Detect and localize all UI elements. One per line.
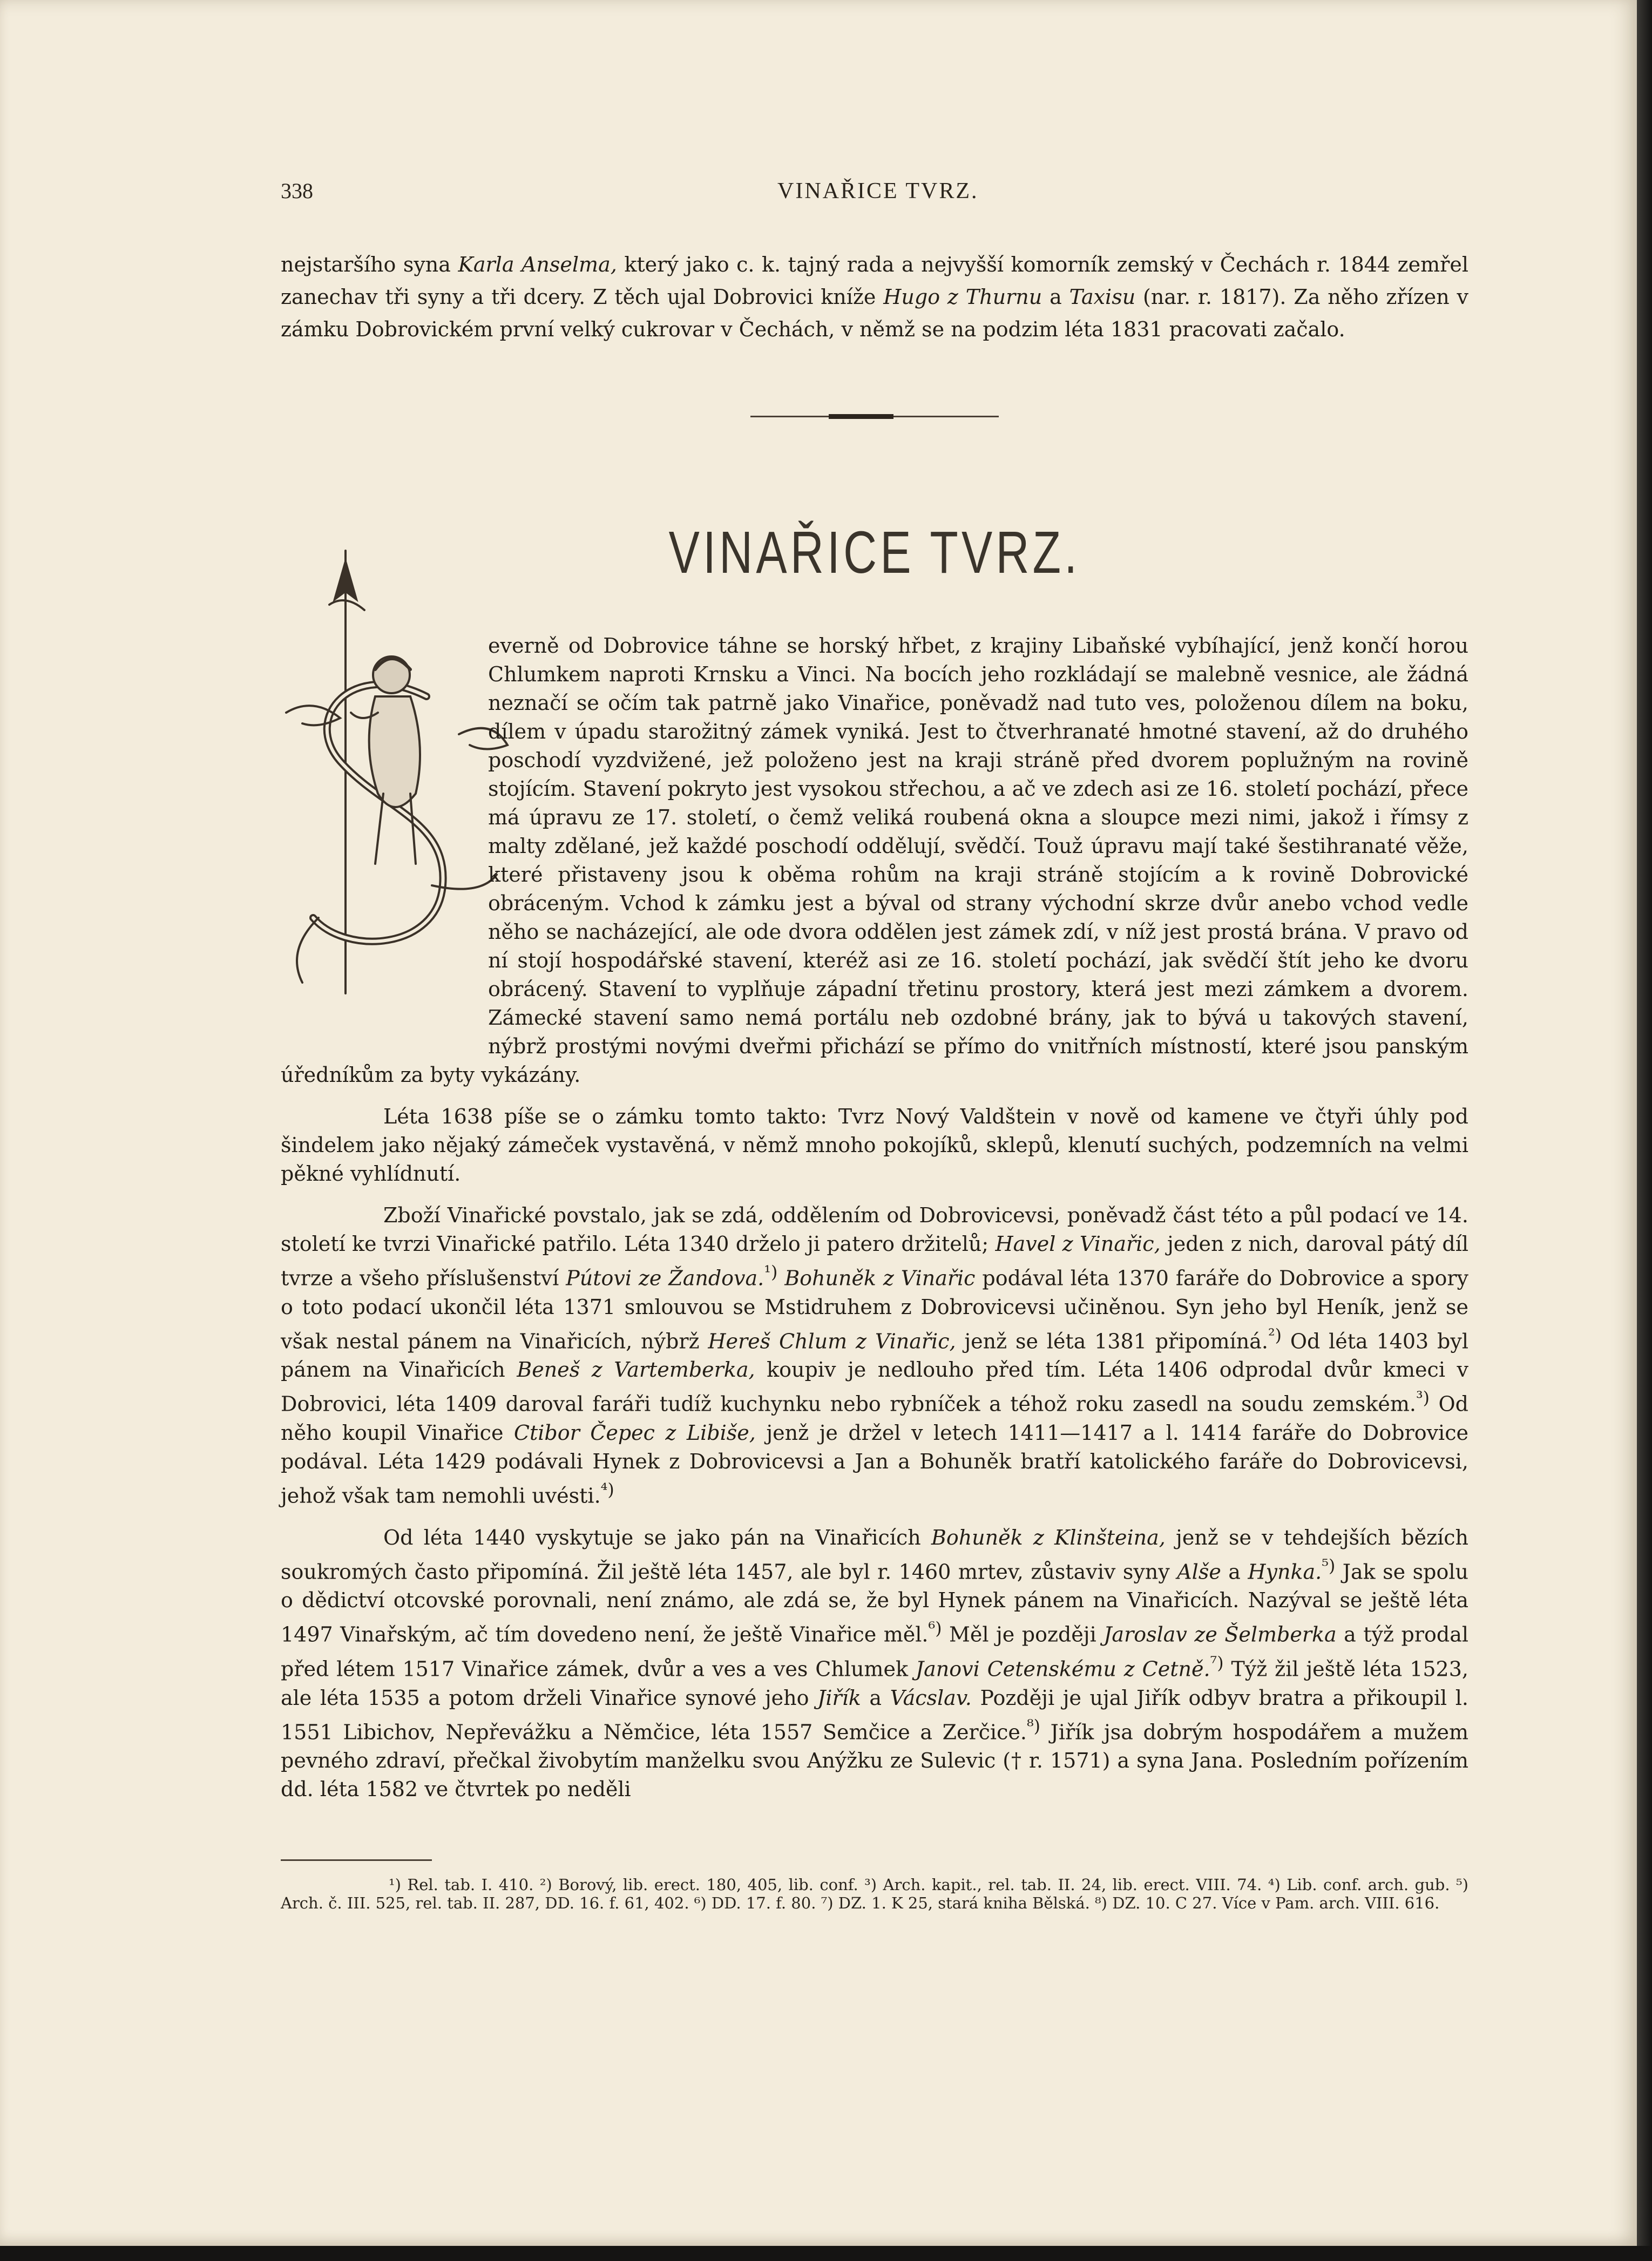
person-name: Hynka. [1248, 1560, 1322, 1584]
paragraph-3 [281, 1201, 1468, 1511]
person-name: Hereš Chlum z Vinařic, [708, 1329, 956, 1353]
text-run: a [1042, 285, 1069, 309]
person-name: Ctibor Čepec z Libiše, [513, 1420, 756, 1445]
person-name: Bohuněk z Vinařic [784, 1266, 976, 1290]
page-edge-right [1637, 0, 1652, 2261]
footnote-ref[interactable]: ²) [1268, 1325, 1282, 1345]
text-run: Od léta 1403 byl pánem na Vinařicích [281, 1329, 1468, 1382]
text-run: Od léta 1440 vyskytuje se jako pán na Vinařicích [383, 1525, 931, 1549]
text-run: Jak se spolu o dědictví otcovské porovnali, není známo, ale zdá se, že byl Hynek pánem na Vinařicích. Nazýval se ještě léta 1497 Vinařským, ač tím dovedeno není, že ještě Vinařice měl. [281, 1560, 1468, 1647]
text-run: koupiv je nedlouho před tím. Léta 1406 odprodal dvůr kmeci v Dobrovici, léta 1409 daroval faráři tudíž kuchynku nebo rybníček a téhož roku zasedl na soudu zemském. [281, 1358, 1468, 1416]
footnote-ref[interactable]: ⁵) [1322, 1556, 1336, 1576]
main-text [281, 632, 1468, 1817]
section-divider-center [829, 414, 893, 419]
text-run: everně od Dobrovice táhne se horský hřbet, z krajiny Libaňské vybíhající, jenž končí horou Chlumkem naproti Krnsku a Vinci. Na bocích jeho rozkládají se malebně vesnice, ale žádná neznačí se očím tak patrně jako Vinařice, poněvadž nad tuto ves, položenou dílem na boku, dílem v úpadu starožitný zámek vyniká. Jest to čtverhranaté hmotné stavení, až do druhého poschodí vyzdvižené, jež položeno jest na kraji stráně před dvorem poplužným na rovině stojícím. Stavení pokryto jest vysokou střechou, a ač ve zdech asi ze 16. století pochází, přece má úpravu ze 17. století, o čemž veliká roubená okna a sloupce mezi nimi, jakož i římsy z malty zdělané, jež každé poschodí oddělují, svědčí. Touž úpravu mají také šestihranaté věže, které přistaveny jsou k oběma rohům na kraji stráně stojícím a k rovině Dobrovické obráceným. Vchod k zámku jest a býval od strany východní skrze dvůr anebo vchod vedle něho se nacházející, ale ode dvora oddělen jest zámek zdí, v níž jest prostá brána. V pravo od ní stojí hospodářské stavení, kteréž asi ze 16. století pochází, jak svědčí štít jeho ke dvoru obrácený. Stavení to vyplňuje západní třetinu prostory, která jest mezi zámkem a dvorem. Zámecké stavení samo nemá portálu neb ozdobné brány, jak to bývá u takových stavení, nýbrž prostými novými dveřmi přichází se přímo do vnitřních místností, které jsou panským úředníkům za byty vykázány. [281, 634, 1468, 1087]
running-title: VINAŘICE TVRZ. [777, 179, 979, 204]
person-name: Alše [1177, 1560, 1221, 1584]
text-run: jenž se léta 1381 připomíná. [956, 1329, 1268, 1353]
paragraph-2: Léta 1638 píše se o zámku tomto takto: Tvrz Nový Valdštein v nově od kamene ve čtyři úhly pod šindelem jako nějaký zámeček vystavěná, v němž mnoho pokojíků, sklepů, klenutí suchých, podzemních na velmi pěkné vyhlídnutí. [281, 1105, 1468, 1186]
person-name: Karla Anselma, [458, 253, 617, 276]
text-run: a týž prodal před létem 1517 Vinařice zámek, dvůr a ves a ves Chlumek [281, 1622, 1468, 1681]
person-name: Beneš z Vartemberka, [517, 1358, 755, 1382]
text-run: jenž je držel v letech 1411—1417 a l. 1414 faráře do Dobrovice podával. Léta 1429 podávali Hynek z Dobrovicevsi a Jan a Bohuněk bratří katolického faráře do Dobrovicevsi, jehož však tam nemohli uvésti. [281, 1420, 1468, 1508]
person-name: Havel z Vinařic, [995, 1232, 1161, 1256]
text-run: který jako c. k. tajný rada a nejvyšší komorník zemský v Čechách r. 1844 zemřel zanechav tři syny a tři dcery. Z těch ujal Dobrovici kníže [281, 253, 1468, 309]
text-run: jeden z nich, daroval pátý díl tvrze a všeho příslušenství [281, 1232, 1468, 1290]
footnote-divider [281, 1859, 432, 1861]
running-head [281, 178, 1468, 211]
paragraph-1 [281, 632, 1468, 1089]
text-run: jenž se v tehdejších bězích soukromých často připomíná. Žil ještě léta 1457, ale byl r. 1460 mrtev, zůstaviv syny [281, 1525, 1468, 1584]
halberd-axe [329, 600, 364, 610]
top-paragraph [281, 248, 1468, 346]
footnotes [281, 1876, 1468, 1912]
text-run: Od něho koupil Vinařice [281, 1392, 1468, 1445]
person-name: Jiřík [817, 1685, 861, 1710]
text-run: (nar. r. 1817). Za něho zřízen v zámku Dobrovickém první velký cukrovar v Čechách, v němž se na podzim léta 1831 pracovati začalo. [281, 285, 1468, 341]
person-name: Janovi Cetenskému z Cetně. [915, 1657, 1210, 1681]
footnote-ref[interactable]: ⁸) [1026, 1716, 1040, 1736]
footnote-ref[interactable]: ⁴) [600, 1480, 614, 1500]
text-run: Jiřík jsa dobrým hospodářem a mužem pevného zdraví, přečkal živobytím manželku svou Anýžku ze Sulevic († r. 1571) a syna Jana. Posledním pořízením dd. léta 1582 ve čtvrtek po neděli [281, 1720, 1469, 1802]
paragraph-4 [281, 1524, 1468, 1804]
footnote-ref[interactable]: ³) [1416, 1389, 1430, 1409]
text-run: a [1221, 1560, 1248, 1584]
person-name: Jaroslav ze Šelmberka [1103, 1622, 1337, 1647]
footnote-ref[interactable]: ⁶) [928, 1619, 942, 1639]
chapter-title: VINAŘICE TVRZ. [668, 519, 1081, 586]
text-run: Měl je později [942, 1622, 1104, 1647]
text-run: Týž žil ještě léta 1523, ale léta 1535 a potom drželi Vinařice synové jeho [281, 1657, 1468, 1710]
text-run: Zboží Vinařické povstalo, jak se zdá, oddělením od Dobrovicevsi, poněvadž část této a půl podací ve 14. století ke tvrzi Vinařické patřilo. Léta 1340 drželo ji patero držitelů; [281, 1203, 1468, 1256]
initial-space [281, 632, 480, 1047]
person-name: Hugo z Thurnu [883, 285, 1042, 309]
text-run: Později je ujal Jiřík odbyv bratra a přikoupil l. 1551 Libichov, Nepřevážku a Němčice, léta 1557 Semčice a Zerčice. [281, 1685, 1468, 1744]
person-name: Taxisu [1069, 285, 1136, 309]
page-edge-bottom [0, 2246, 1652, 2261]
footnote-ref[interactable]: ¹) [764, 1263, 778, 1282]
text-run: podával léta 1370 faráře do Dobrovice a spory o toto podací ukončil léta 1371 smlouvou se Mstidruhem z Dobrovicevsi učiněnou. Syn jeho byl Heník, jenž se však nestal pánem na Vinařicích, nýbrž [281, 1266, 1468, 1353]
person-name: Vácslav. [890, 1685, 972, 1710]
text-run: a [861, 1685, 890, 1710]
footnote-text: ¹) Rel. tab. I. 410. ²) Borový, lib. erect. 180, 405, lib. conf. ³) Arch. kapit., rel. tab. II. 24, lib. erect. VIII. 74. ⁴) Lib. conf. arch. gub. ⁵) Arch. č. III. 525, rel. tab. II. 287, DD. 16. f. 61, 402. ⁶) DD. 17. f. 80. ⁷) DZ. 1. K 25, stará kniha Bělská. ⁸) DZ. 10. C 27. Více v Pam. arch. VIII. 616. [281, 1876, 1468, 1912]
footnote-ref[interactable]: ⁷) [1210, 1653, 1224, 1673]
page-number: 338 [281, 179, 313, 203]
text-run: nejstaršího syna [281, 253, 458, 276]
person-name: Bohuněk z Klinšteina, [931, 1525, 1166, 1549]
person-name: Pútovi ze Žandova. [566, 1266, 764, 1290]
